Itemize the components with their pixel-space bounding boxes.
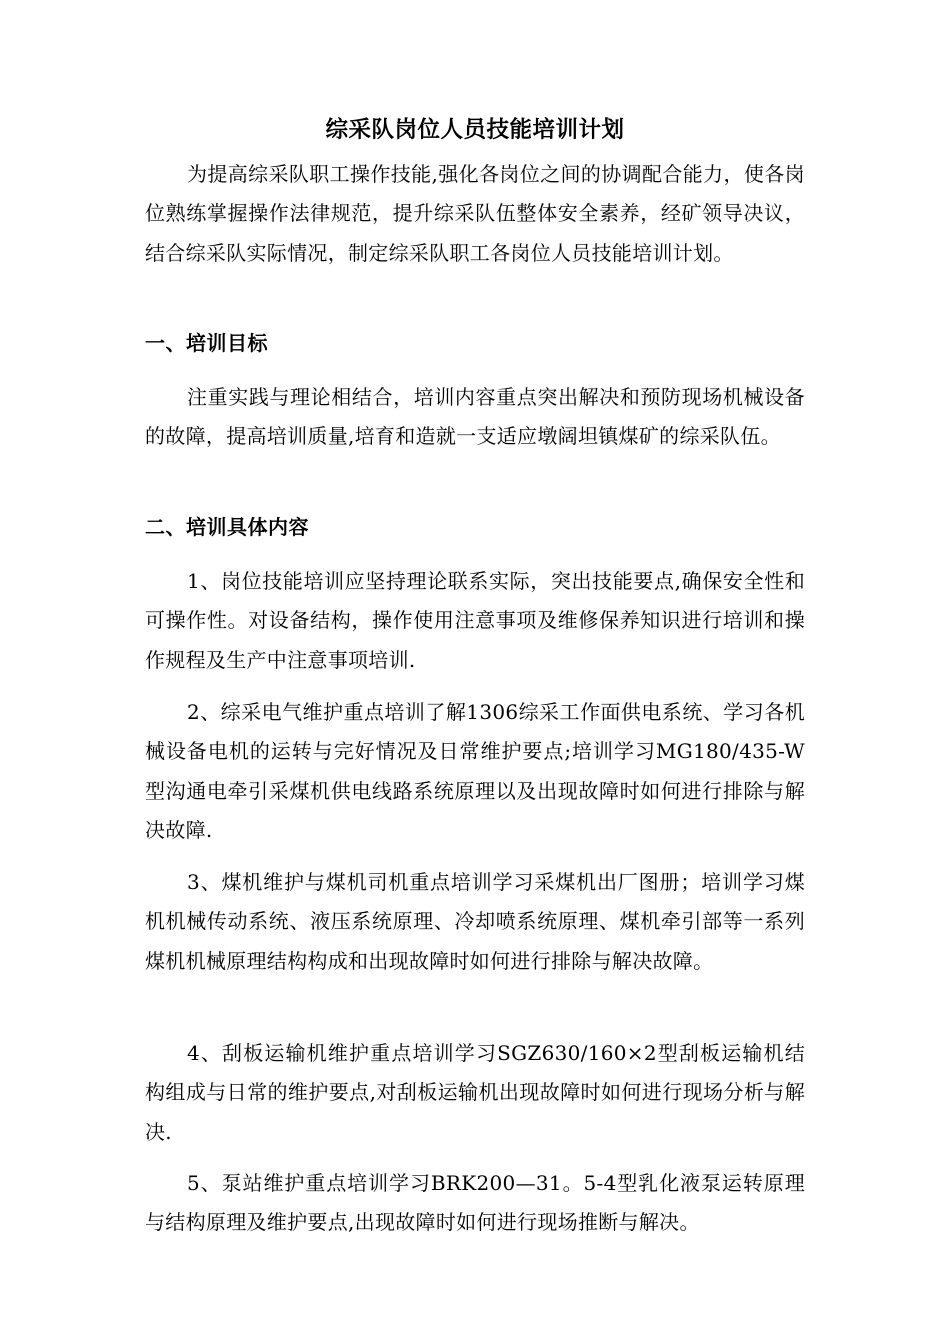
content-item-2: 2、综采电气维护重点培训了解1306综采工作面供电系统、学习各机械设备电机的运转与完好情况及日常维护要点;培训学习MG180/435-W型沟通电牵引采煤机供电线路系统原理以及出现故障时如何进行排除与解决故障. xyxy=(145,700,805,842)
intro-paragraph: 为提高综采队职工操作技能,强化各岗位之间的协调配合能力，使各岗位熟练掌握操作法律规范，提升综采队伍整体安全素养，经矿领导决议，结合综采队实际情况，制定综采队职工各岗位人员技能培训计划。 xyxy=(145,162,805,265)
section-heading-content: 二、培训具体内容 xyxy=(145,515,309,539)
document-title: 综采队岗位人员技能培训计划 xyxy=(325,117,625,143)
content-item-4: 4、刮板运输机维护重点培训学习SGZ630/160×2型刮板运输机结构组成与日常的维护要点,对刮板运输机出现故障时如何进行现场分析与解决. xyxy=(145,1041,805,1144)
content-item-1: 1、岗位技能培训应坚持理论联系实际，突出技能要点,确保安全性和可操作性。对设备结构，操作使用注意事项及维修保养知识进行培训和操作规程及生产中注意事项培训. xyxy=(145,569,805,672)
section-heading-goals: 一、培训目标 xyxy=(145,331,268,355)
content-item-5: 5、泵站维护重点培训学习BRK200—31。5-4型乳化液泵运转原理与结构原理及维护要点,出现故障时如何进行现场推断与解决。 xyxy=(145,1171,805,1235)
goals-paragraph: 注重实践与理论相结合，培训内容重点突出解决和预防现场机械设备的故障，提高培训质量,培育和造就一支适应墩阔坦镇煤矿的综采队伍。 xyxy=(145,385,805,449)
content-item-3: 3、煤机维护与煤机司机重点培训学习采煤机出厂图册；培训学习煤机机械传动系统、液压系统原理、冷却喷系统原理、煤机牵引部等一系列煤机机械原理结构构成和出现故障时如何进行排除与解决故障。 xyxy=(145,870,805,973)
